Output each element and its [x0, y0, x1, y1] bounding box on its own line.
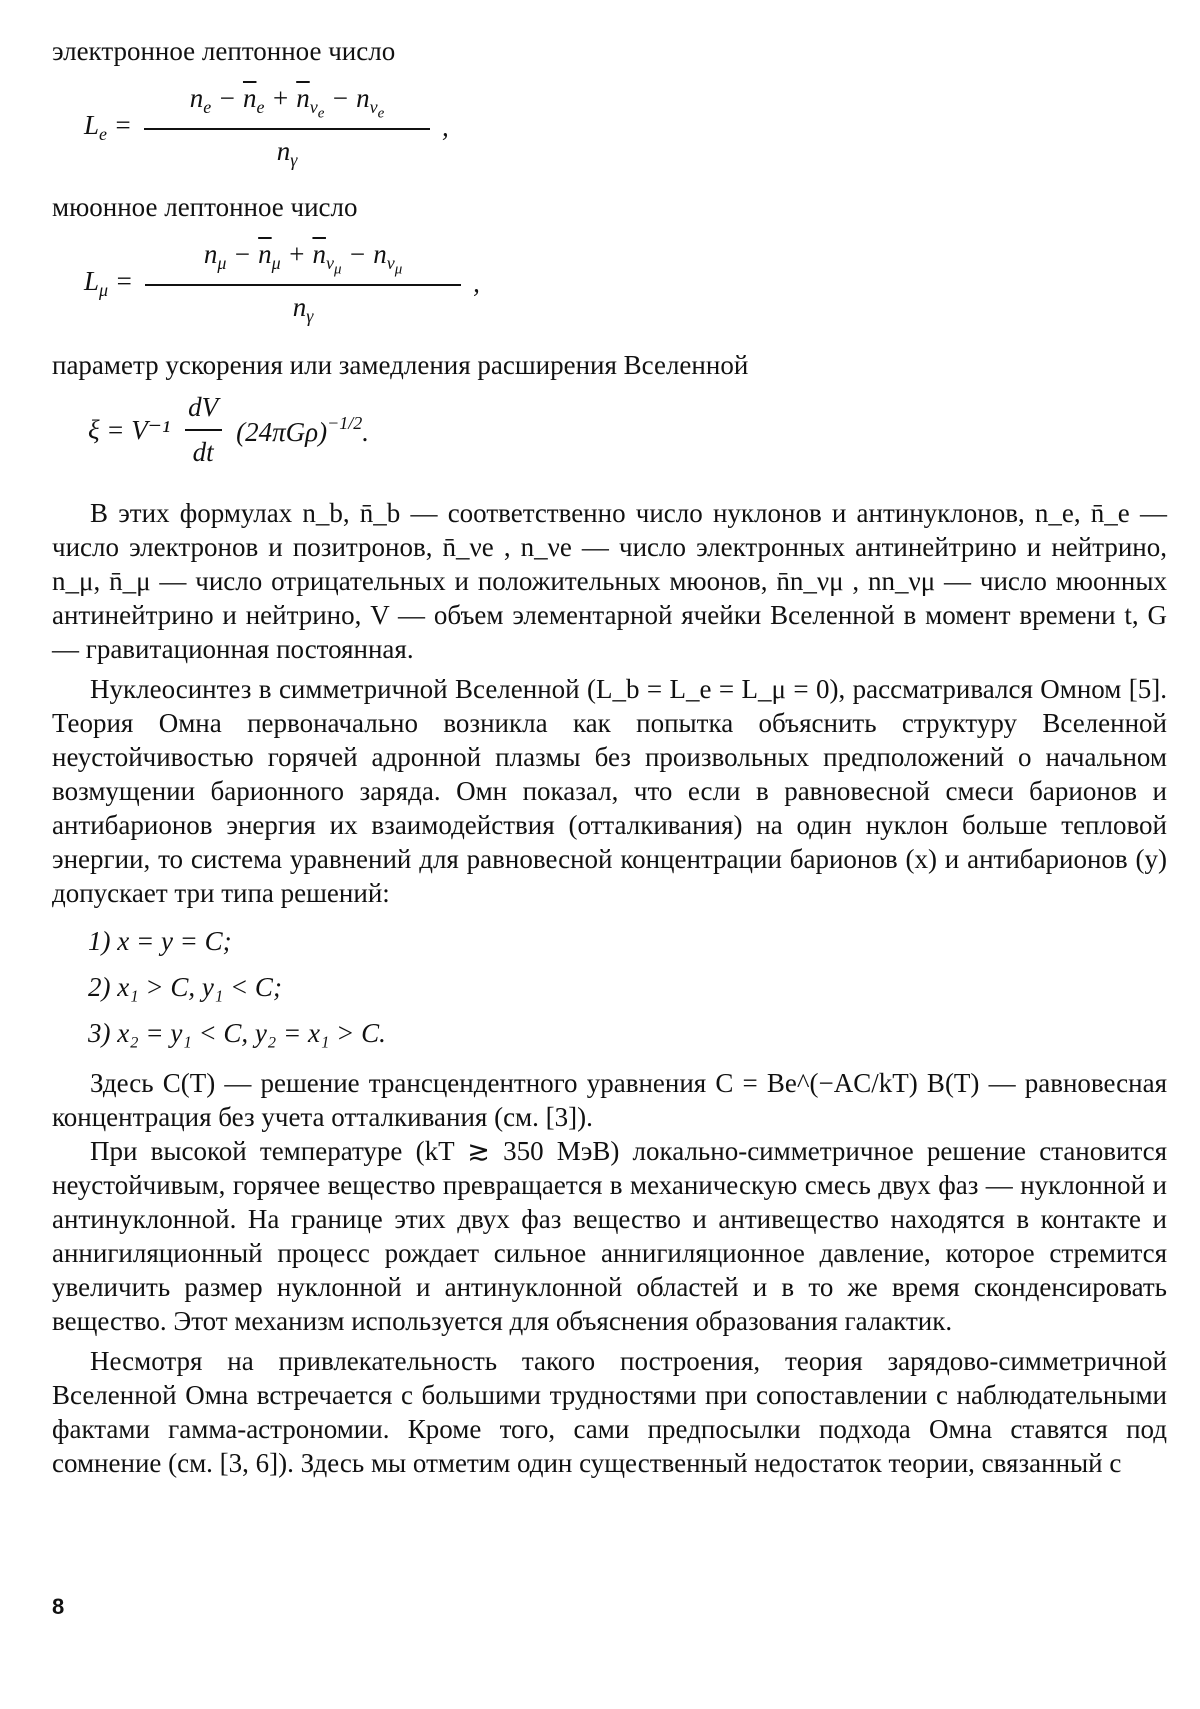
formula-Lmu — [84, 224, 1167, 342]
label-electron-lepton-number: электронное лептонное число — [52, 36, 396, 66]
formula-xi-numerator: dV — [188, 392, 219, 422]
formula-Le — [84, 68, 1167, 186]
formula-xi-fraction — [180, 392, 226, 468]
formula-Lmu-fraction — [143, 239, 463, 328]
formula-xi — [88, 382, 1167, 478]
case-2: 2) x₁ > C, y₁ < C; — [88, 972, 282, 1002]
page-number: 8 — [52, 1594, 65, 1619]
label-acceleration-parameter: параметр ускорения или замедления расширения Вселенной — [52, 350, 749, 380]
formula-Lmu-tail: , — [473, 267, 480, 298]
paragraph-difficulties: Несмотря на привлекательность такого построения, теория зарядово-симметричной Вселенной Омна встречается с большими трудностями при сопоставлении с наблюдательными фактами гамма-астрономии. Кроме того, сами предпосылки подхода Омна ставятся под сомнение (см. [3, 6]). Здесь мы отметим один существенный недостаток теории, связанный с — [52, 1346, 1167, 1478]
formula-Lmu-numerator: $n_\mu - \overline{n}_\mu + \overline{n}_{\nu_\mu} - n_{\nu_\mu}$ — [203, 238, 403, 278]
paragraph-formula-notation: В этих формулах n_b, n̄_b — соответственно число нуклонов и антинуклонов, n_e, n̄_e — число электронов и позитронов, n̄_νe , n_νe — число электронных антинейтрино и нейтрино, n_μ, n̄_μ — число отрицательных и положительных мюонов, n̄n_νμ , nn_νμ — число мюонных антинейтрино и нейтрино, V — объем элементарной ячейки Вселенной в момент времени t, G — гравитационная постоянная. — [52, 498, 1167, 664]
formula-xi-power: −1/2 — [327, 412, 363, 433]
formula-Lmu-lhs: $L_\mu$ = — [84, 265, 134, 300]
formula-Le-fraction — [142, 83, 432, 172]
formula-xi-lhs: ξ = V⁻¹ — [88, 414, 171, 445]
paragraph-high-temperature: При высокой температуре (kT ≳ 350 МэВ) локально-симметричное решение становится неустойчивым, горячее вещество превращается в механическую смесь двух фаз — нуклонной и антинуклонной. На границе этих двух фаз вещество и антивещество находятся в контакте и аннигиляционный процесс рождает сильное аннигиляционное давление, которое стремится увеличить размер нуклонной и антинуклонной областей и в то же время сконденсировать вещество. Этот механизм используется для объяснения образования галактик. — [52, 1136, 1167, 1336]
solution-cases — [88, 918, 1167, 1056]
formula-Le-lhs: $L_e$ = — [84, 109, 133, 144]
paragraph-nucleosynthesis: Нуклеосинтез в симметричной Вселенной (L_b = L_e = L_μ = 0), рассматривался Омном [5]. Теория Омна первоначально возникла как попытка объяснить структуру Вселенной неустойчивостью горячей адронной плазмы без произвольных предположений о начальном возмущении барионного заряда. Омн показал, что если в равновесной смеси барионов и антибарионов энергия их взаимодействия (отталкивания) на один нуклон больше тепловой энергии, то система уравнений для равновесной концентрации барионов (x) и антибарионов (y) допускает три типа решений: — [52, 674, 1167, 908]
formula-Le-denominator: $n_\gamma$ — [144, 128, 430, 171]
case-3: 3) x₂ = y₁ < C, y₂ = x₁ > C. — [88, 1018, 386, 1048]
formula-Le-numerator: $n_e - \overline{n}_e + \overline{n}_{\nu_e} - n_{\nu_e}$ — [189, 82, 385, 122]
formula-Lmu-denominator: $n_\gamma$ — [145, 284, 461, 327]
formula-xi-rest: $(24\pi G\rho)^{-1/2}$. — [236, 412, 369, 447]
formula-xi-denominator: dt — [185, 429, 222, 468]
paragraph-transcendental: Здесь C(T) — решение трансцендентного уравнения C = Be^(−AC/kT) B(T) — равновесная концентрация без учета отталкивания (см. [3]). — [52, 1068, 1167, 1132]
formula-Le-tail: , — [442, 111, 449, 142]
page-body — [52, 34, 1167, 1480]
label-muon-lepton-number: мюонное лептонное число — [52, 192, 358, 222]
case-1: 1) x = y = C; — [88, 926, 232, 956]
